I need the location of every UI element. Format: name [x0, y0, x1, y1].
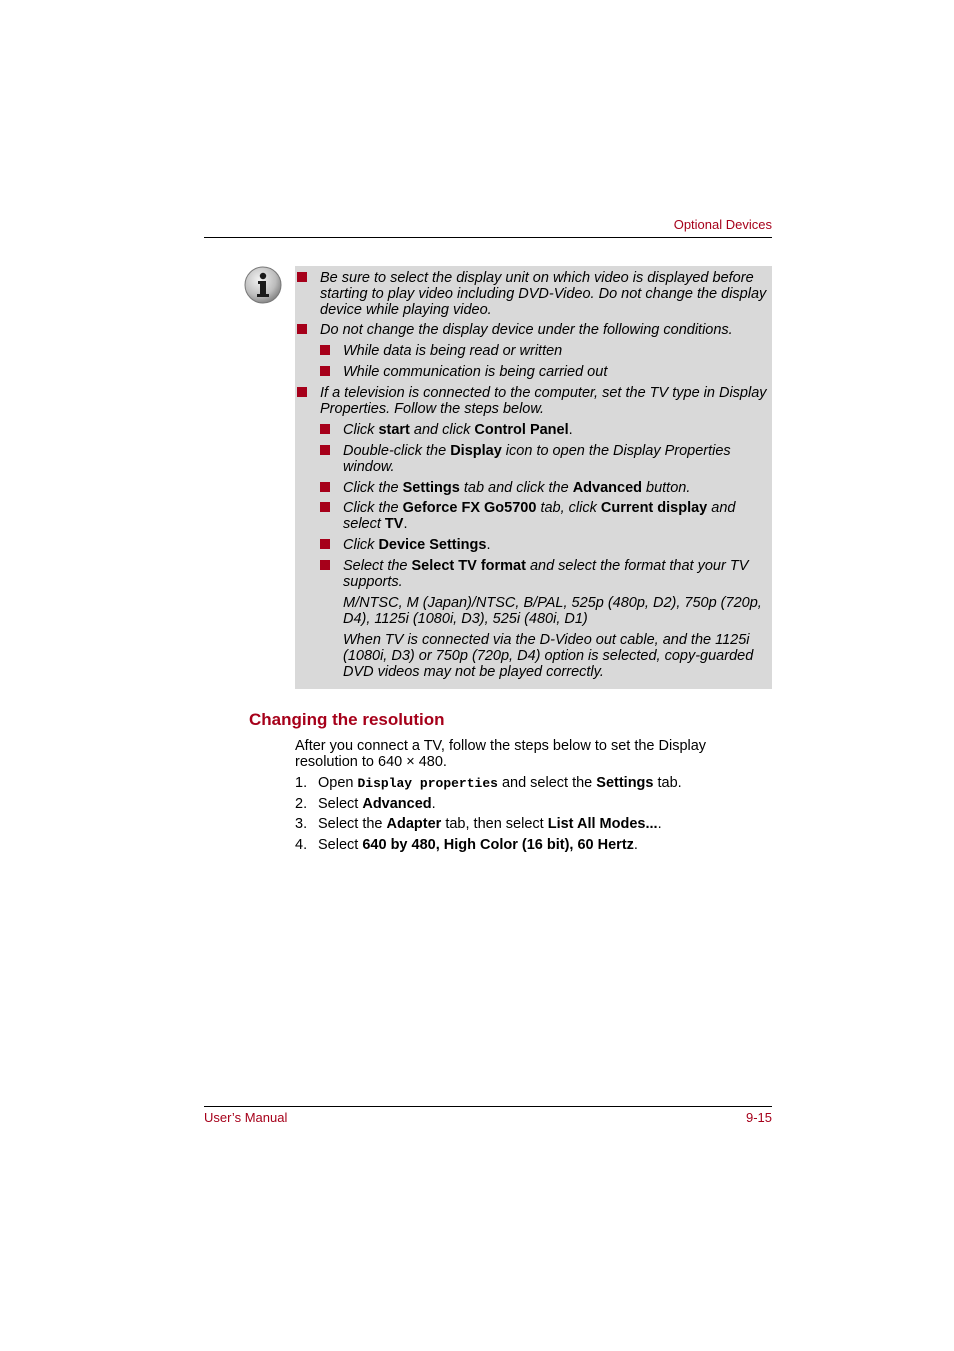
- step-number: 3.: [295, 816, 308, 832]
- bullet-icon: [320, 482, 330, 492]
- page-number: 9-15: [745, 1110, 772, 1125]
- step-number: 2.: [295, 796, 308, 812]
- note-bullet-3: If a television is connected to the computer, set the TV type in Display Properties. Follow the steps below.: [320, 385, 767, 417]
- bullet-icon: [320, 345, 330, 355]
- header-rule: [204, 237, 772, 238]
- bullet-icon: [297, 324, 307, 334]
- bullet-icon: [320, 502, 330, 512]
- note-step-4: Click the Geforce FX Go5700 tab, click Current display and select TV.: [343, 500, 736, 532]
- note-step-5: Click Device Settings.: [343, 537, 491, 553]
- note-sub-bullet: While data is being read or written: [343, 343, 563, 359]
- footer-rule: [204, 1106, 772, 1107]
- bullet-icon: [320, 539, 330, 549]
- note-bullet-2: Do not change the display device under the following conditions.: [320, 322, 733, 338]
- section-heading: Changing the resolution: [249, 710, 445, 729]
- note-step-3: Click the Settings tab and click the Advanced button.: [343, 480, 691, 496]
- step-4: Select 640 by 480, High Color (16 bit), 60 Hertz.: [318, 837, 638, 853]
- tv-formats: M/NTSC, M (Japan)/NTSC, B/PAL, 525p (480p, D2), 750p (720p, D4), 1125i (1080i, D3), 525i (480i, D1): [343, 595, 762, 627]
- bullet-icon: [297, 272, 307, 282]
- step-3: Select the Adapter tab, then select List All Modes....: [318, 816, 662, 832]
- step-1: Open Display properties and select the Settings tab.: [318, 775, 682, 791]
- bullet-icon: [297, 387, 307, 397]
- note-bullet-1: Be sure to select the display unit on which video is displayed before starting to play video including DVD-Video. Do not change the display device while playing video.: [320, 270, 767, 318]
- running-header: Optional Devices: [673, 217, 772, 232]
- bullet-icon: [320, 366, 330, 376]
- step-number: 1.: [295, 775, 308, 791]
- note-step-6: Select the Select TV format and select the format that your TV supports.: [343, 558, 749, 590]
- note-sub-bullet: While communication is being carried out: [343, 364, 608, 380]
- footer-manual-title: User’s Manual: [204, 1110, 288, 1125]
- note-step-1: Click start and click Control Panel.: [343, 422, 573, 438]
- note-step-2: Double-click the Display icon to open the Display Properties window.: [343, 443, 731, 475]
- bullet-icon: [320, 445, 330, 455]
- bullet-icon: [320, 424, 330, 434]
- step-2: Select Advanced.: [318, 796, 436, 812]
- copy-guard-warning: When TV is connected via the D-Video out cable, and the 1125i (1080i, D3) or 750p (720p, D4) option is selected, copy-guarded DVD videos may not be played correctly.: [343, 632, 754, 680]
- info-icon: [244, 266, 282, 304]
- step-number: 4.: [295, 837, 308, 853]
- bullet-icon: [320, 560, 330, 570]
- section-intro: After you connect a TV, follow the steps below to set the Display resolution to 640 × 480.: [295, 738, 707, 770]
